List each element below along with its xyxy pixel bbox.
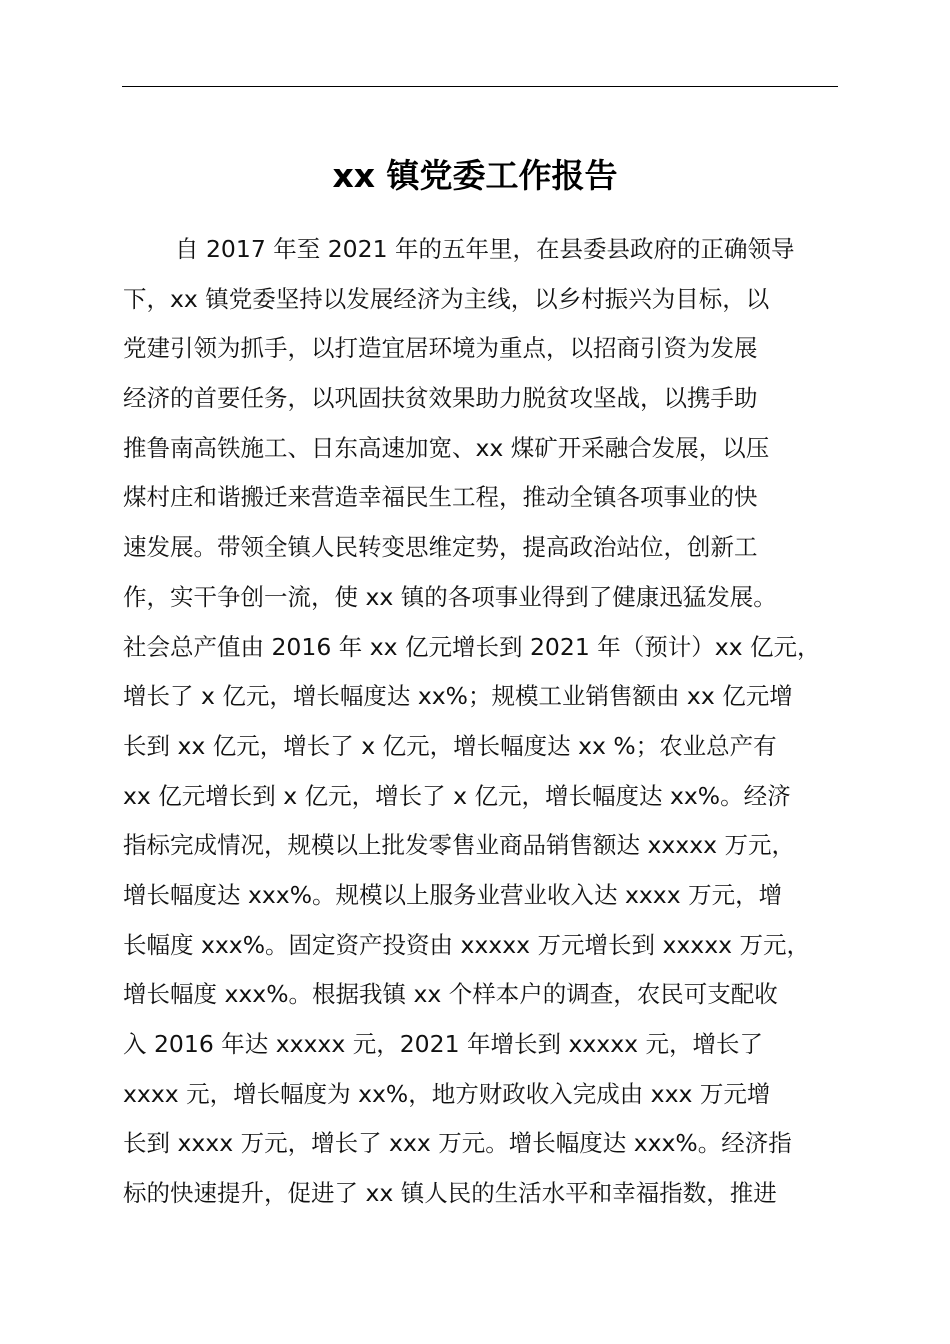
- paragraph-line: 指标完成情况，规模以上批发零售业商品销售额达 xxxxx 万元，: [123, 831, 795, 860]
- paragraph-line: 下，xx 镇党委坚持以发展经济为主线，以乡村振兴为目标，以: [123, 284, 770, 313]
- paragraph-line: 党建引领为抓手，以打造宜居环境为重点，以招商引资为发展: [123, 334, 758, 363]
- paragraph-line: 长到 xxxx 万元，增长了 xxx 万元。增长幅度达 xxx%。经济指: [123, 1129, 792, 1158]
- paragraph-line: 增长了 x 亿元，增长幅度达 xx%；规模工业销售额由 xx 亿元增: [123, 682, 793, 711]
- paragraph-line: 煤村庄和谐搬迁来营造幸福民生工程，推动全镇各项事业的快: [123, 483, 758, 512]
- paragraph-line: 推鲁南高铁施工、日东高速加宽、xx 煤矿开采融合发展，以压: [123, 433, 770, 462]
- header-rule: [122, 86, 838, 87]
- paragraph-line: 经济的首要任务，以巩固扶贫效果助力脱贫攻坚战，以携手助: [123, 384, 758, 413]
- paragraph-line: 自 2017 年至 2021 年的五年里，在县委县政府的正确领导: [175, 235, 795, 263]
- paragraph-line: 增长幅度 xxx%。根据我镇 xx 个样本户的调查，农民可支配收: [123, 980, 778, 1009]
- paragraph-line: xx 亿元增长到 x 亿元，增长了 x 亿元，增长幅度达 xx%。经济: [123, 781, 791, 810]
- paragraph-line: 长到 xx 亿元，增长了 x 亿元，增长幅度达 xx %；农业总产有: [123, 731, 777, 760]
- paragraph-line: xxxx 元，增长幅度为 xx%，地方财政收入完成由 xxx 万元增: [123, 1079, 771, 1108]
- paragraph-line: 速发展。带领全镇人民转变思维定势，提高政治站位，创新工: [123, 533, 758, 562]
- paragraph-line: 社会总产值由 2016 年 xx 亿元增长到 2021 年（预计）xx 亿元，: [123, 632, 821, 661]
- paragraph-line: 作，实干争创一流，使 xx 镇的各项事业得到了健康迅猛发展。: [123, 582, 777, 611]
- paragraph-line: 标的快速提升，促进了 xx 镇人民的生活水平和幸福指数，推进: [123, 1179, 777, 1208]
- paragraph-line: 入 2016 年达 xxxxx 元，2021 年增长到 xxxxx 元，增长了: [123, 1030, 763, 1058]
- document-body: [123, 225, 863, 1219]
- paragraph-line: 增长幅度达 xxx%。规模以上服务业营业收入达 xxxx 万元，增: [123, 880, 783, 909]
- document-title: xx 镇党委工作报告: [332, 156, 618, 195]
- paragraph-line: 长幅度 xxx%。固定资产投资由 xxxxx 万元增长到 xxxxx 万元，: [123, 930, 810, 959]
